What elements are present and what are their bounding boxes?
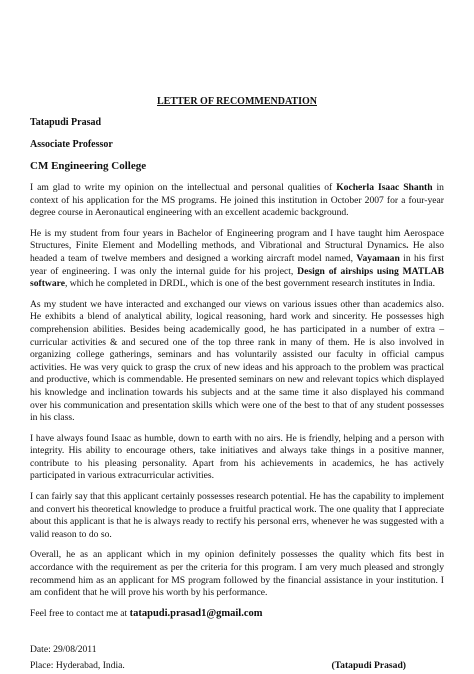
paragraph-conclusion: Overall, he as an applicant which in my opinion definitely possesses the quality which fits best in accordance with the requirement as per the criteria for this program. I am very much pleased and strongly recommend him as an applicant for MS program followed by the financial assistance in your institution. I am confident that he will prove his worth by his performance. xyxy=(30,549,444,599)
letter-title: LETTER OF RECOMMENDATION xyxy=(156,96,317,107)
paragraph-academics xyxy=(30,228,444,291)
sender-institution: CM Engineering College xyxy=(30,160,147,172)
sender-name: Tatapudi Prasad xyxy=(30,117,102,128)
contact-line xyxy=(30,608,444,619)
sender-block xyxy=(30,116,444,173)
letter-place: Place: Hyderabad, India. xyxy=(30,659,125,671)
paragraph-interaction: As my student we have interacted and exchanged our views on various issues other than academics also. He exhibits a blend of analytical ability, logical reasoning, hard work and sincerity. He possesses high comprehension abilities. Besides being academically good, he has participated in a number of extra – curricular activities & and secured one of the top three rank in many of them. He is also involved in organizing college gatherings, seminars and has voluntarily assisted our faculty in official campus activities. He was very quick to grasp the crux of new ideas and his approach to the problem was practical and productive, which is commendable. He presented seminars on new and relevant topics which displayed his knowledge and inclination towards his subjects and at the same time it also displayed his command over his communication and presentation skills which were one of the best to that of any student possesses in his class. xyxy=(30,298,444,424)
contact-email: tatapudi.prasad1@gmail.com xyxy=(129,607,263,619)
p1-text-c: in context of his application for the MS programs. He joined this institution in October 2007 for a four-year degree course in Aeronautical engineering with an excellent academic background. xyxy=(30,182,444,219)
signature-name: (Tatapudi Prasad) xyxy=(331,659,406,671)
project-vayamaan: Vayamaan xyxy=(356,252,400,264)
project-matlab: Design of airships using MATLAB software xyxy=(30,265,445,290)
p2-text-e: in his first year of engineering. I was only the internal guide for his project, xyxy=(30,252,444,277)
sender-designation: Associate Professor xyxy=(30,139,113,150)
p2-period: . xyxy=(406,240,409,252)
p2-text-g: , which he completed in DRDL, which is one of the best government research institutes in India. xyxy=(65,278,436,290)
p1-text-a: I am glad to write my opinion on the intellectual and personal qualities of xyxy=(30,182,337,193)
p2-text-a: He is my student from four years in Bachelor of Engineering program and I have taught him Aerospace Structures, Finite Element and Modelling methods, and Vibrational and Structural Dynamics xyxy=(30,227,444,252)
student-name: Kocherla Isaac Shanth xyxy=(336,182,433,193)
paragraph-introduction xyxy=(30,182,444,220)
letter-footer xyxy=(30,642,444,674)
letter-date: Date: 29/08/2011 xyxy=(30,643,97,655)
paragraph-personality: I have always found Isaac as humble, down to earth with no airs. He is friendly, helping and a person with integrity. His ability to encourage others, take initiatives and always take things in a positive manner, contribute to his pleasing personality. Apart from his achievements in academics, he has actively participated in various extracurricular activities. xyxy=(30,432,444,482)
contact-text: Feel free to contact me at xyxy=(30,607,130,619)
p2-text-c: He also headed a team of twelve members and designed a working aircraft model named, xyxy=(30,240,445,264)
paragraph-research: I can fairly say that this applicant certainly possesses research potential. He has the capability to implement and convert his theoretical knowledge to produce a fruitful practical work. The one quality that I appreciate about this applicant is that he is always ready to rectify his personal errs, whenever he was suggested with a valid reason to do so. xyxy=(30,491,444,540)
